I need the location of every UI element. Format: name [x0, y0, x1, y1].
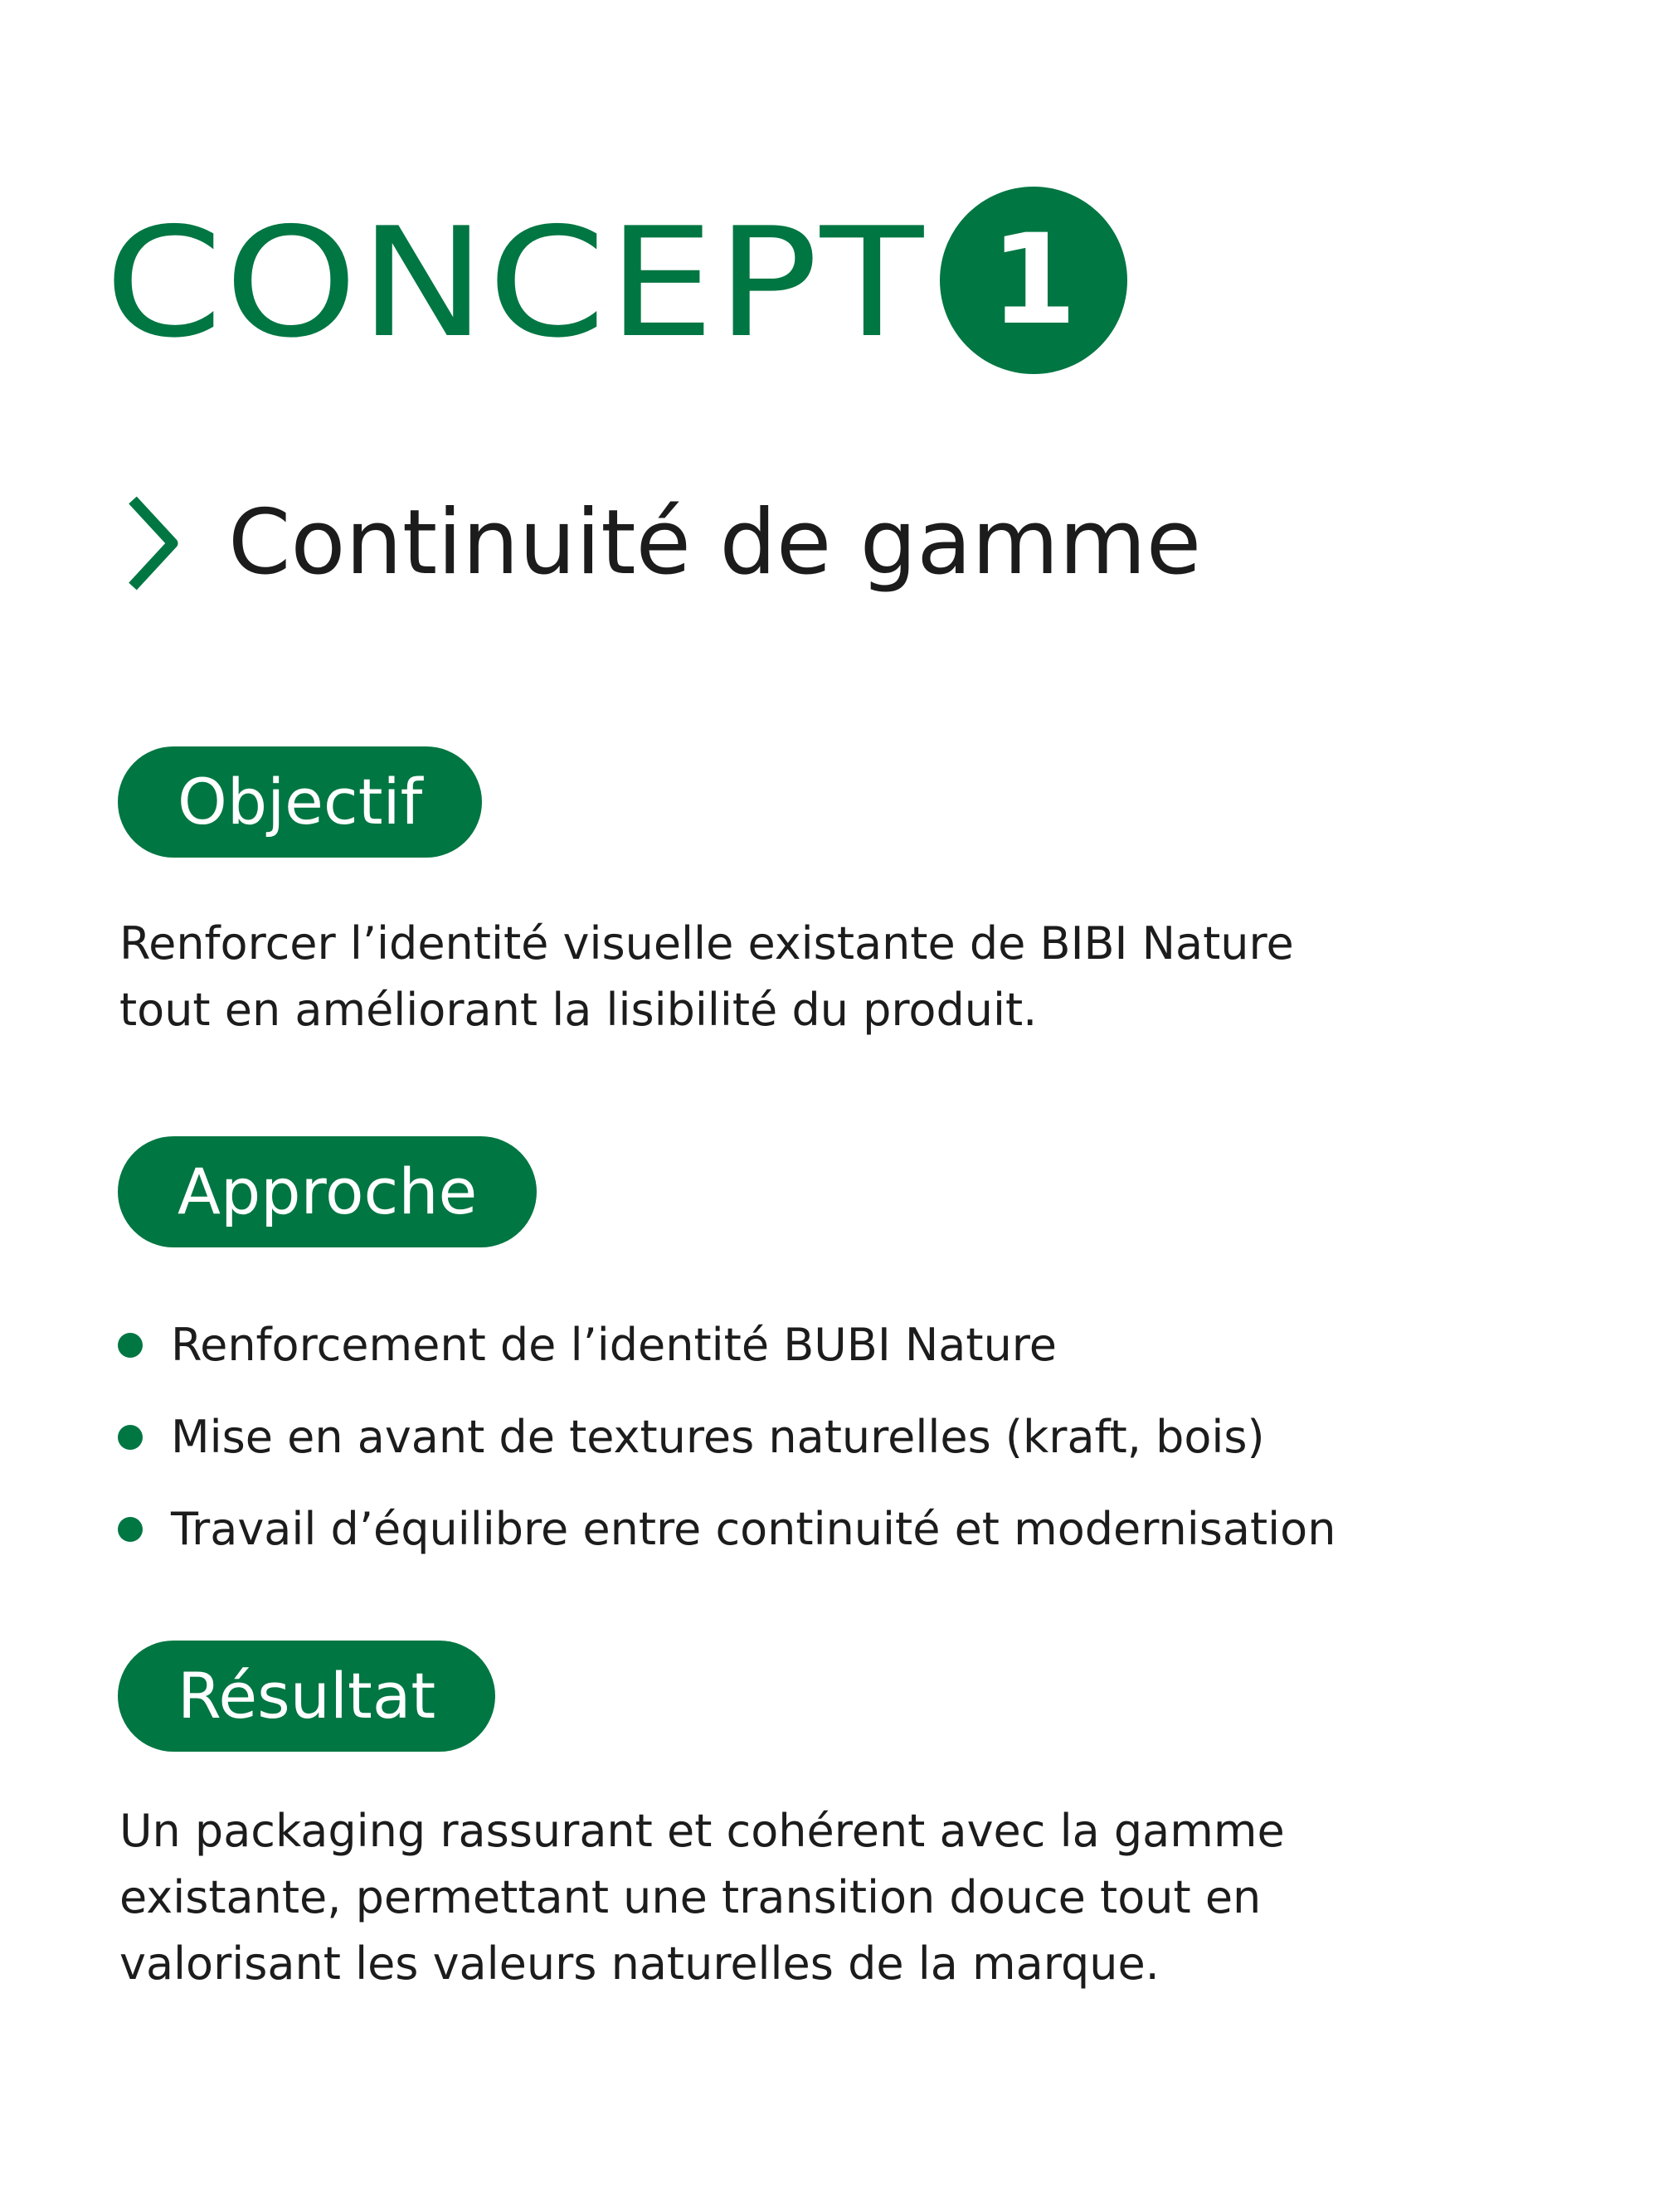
objectif-text — [119, 911, 1571, 1043]
objectif-line: tout en améliorant la lisibilité du produit. — [119, 984, 1038, 1036]
page-title: CONCEPT — [105, 195, 926, 371]
list-item-text: Mise en avant de textures naturelles (kraft, bois) — [171, 1411, 1265, 1463]
resultat-label: Résultat — [118, 1641, 495, 1752]
list-item-text: Travail d’équilibre entre continuité et modernisation — [171, 1503, 1336, 1555]
approche-list — [118, 1299, 1335, 1575]
resultat-line: valorisant les valeurs naturelles de la marque. — [119, 1937, 1160, 1990]
bullet-icon — [118, 1425, 143, 1450]
concept-number-badge — [940, 187, 1127, 374]
resultat-text — [119, 1798, 1571, 1997]
bullet-icon — [118, 1333, 143, 1358]
objectif-line: Renforcer l’identité visuelle existante de BIBI Nature — [119, 917, 1294, 970]
bullet-icon — [118, 1517, 143, 1542]
subtitle-row — [124, 489, 1201, 597]
chevron-right-icon — [124, 493, 182, 593]
approche-label: Approche — [118, 1136, 537, 1247]
resultat-line: existante, permettant une transition douce tout en — [119, 1871, 1262, 1923]
subtitle: Continuité de gamme — [228, 491, 1202, 595]
badge-number: 1 — [990, 208, 1078, 352]
list-item-text: Renforcement de l’identité BUBI Nature — [171, 1319, 1058, 1371]
list-item — [118, 1483, 1335, 1575]
resultat-line: Un packaging rassurant et cohérent avec la gamme — [119, 1805, 1285, 1857]
list-item — [118, 1391, 1335, 1483]
list-item — [118, 1299, 1335, 1391]
objectif-label: Objectif — [118, 746, 482, 858]
